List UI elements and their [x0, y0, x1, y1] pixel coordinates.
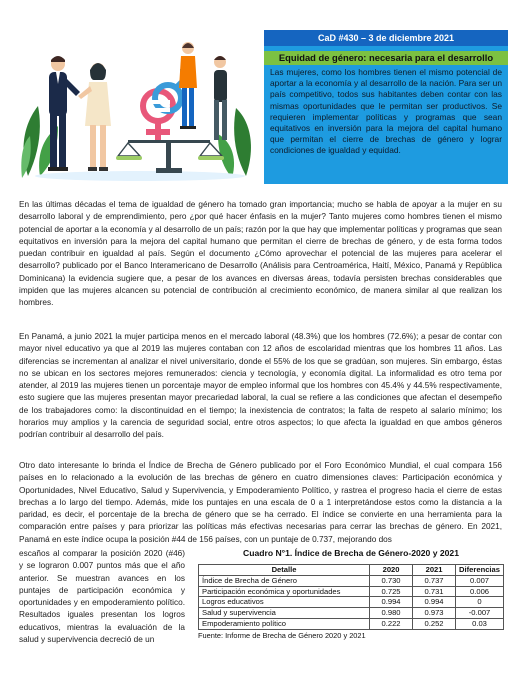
- paragraph-3: Otro dato interesante lo brinda el Índice de Brecha de Género publicado por el Foro Económico Mundial, el cual compara 156 países en lo relacionado a la evolución de las brechas de género en cuatro dimensiones claves: Participación económica y Oportunidades, Nivel Educativo, Salud y Supervivencia, y Empoderamiento Político, y rastrea el progreso hacia el cierre de estas brechas a lo largo del tiempo. Además, mide los puntajes en una escala de 0 a 1 interpretándose estos como la distancia a la paridad, es decir, el porcentaje de la brecha de género que se ha cerrado. El índice se convierte en una herramienta para la comparación entre países y para priorizar las políticas más efectivas necesarias para cerrar las brechas de género. En 2021, Panamá en este índice ocupa la posición #44 de 156 países, con un puntaje de 0.737, mejorando dos: [19, 461, 502, 544]
- table-row: [199, 586, 504, 597]
- cad-label: CaD #430 – 3 de diciembre 2021: [264, 30, 508, 46]
- table-cell: Índice de Brecha de Género: [199, 575, 370, 586]
- table-cell: 0.03: [456, 618, 504, 629]
- article-title: Equidad de género: necesaria para el desarrollo: [264, 51, 508, 65]
- balance-scale-icon: [116, 140, 224, 173]
- woman-standing-icon: [179, 42, 197, 129]
- table-cell: -0.007: [456, 608, 504, 619]
- table-cell: 0.737: [413, 575, 456, 586]
- table-header-row: [199, 565, 504, 576]
- header-box: [264, 30, 508, 184]
- table-source: Fuente: Informe de Brecha de Género 2020 y 2021: [198, 630, 366, 640]
- table-row: [199, 618, 504, 629]
- table-header-cell: Detalle: [199, 565, 370, 576]
- table-title: Cuadro N°1. Índice de Brecha de Género-2020 y 2021: [243, 548, 459, 558]
- table-cell: 0.252: [413, 618, 456, 629]
- table-cell: Empoderamiento político: [199, 618, 370, 629]
- table-cell: 0.730: [370, 575, 413, 586]
- table-cell: 0.731: [413, 586, 456, 597]
- table-cell: 0.980: [370, 608, 413, 619]
- paragraph-4: escaños al comparar la posición 2020 (#46) y se lograron 0.007 puntos más que el año anterior. Se muestran avances en los puntajes de participación económica y oportunidades y en empoderamiento político. Resultados iguales presentan los logros educativos, mientras la evaluación de la salud y supervivencia decreció de un: [19, 549, 185, 645]
- table-cell: 0.973: [413, 608, 456, 619]
- table-cell: 0.007: [456, 575, 504, 586]
- gender-gap-table: [198, 564, 504, 630]
- woman-figure-icon: [78, 63, 111, 171]
- table-row: [199, 608, 504, 619]
- table-cell: 0.994: [413, 597, 456, 608]
- gender-equality-illustration: [18, 26, 262, 184]
- table-cell: Participación económica y oportunidades: [199, 586, 370, 597]
- table-header-cell: 2020: [370, 565, 413, 576]
- table-row: [199, 597, 504, 608]
- table-cell: 0: [456, 597, 504, 608]
- table-cell: 0.725: [370, 586, 413, 597]
- summary-text: Las mujeres, como los hombres tienen el mismo potencial de aportar a la economía y al desarrollo de la nación. Para ser un país competitivo, todos sus habitantes deben contar con las mismas oportunidades que le permitan ser productivos. Se requieren implementar políticas y programas que sean equitativos en inversión para la mejora del capital humano que permitan el cierre de brechas de género y lograr condiciones de igualdad y equidad.: [270, 67, 502, 156]
- man-figure-icon: [48, 56, 80, 171]
- table-cell: 0.994: [370, 597, 413, 608]
- table-header-cell: Diferencias: [456, 565, 504, 576]
- man-sitting-icon: [214, 56, 227, 140]
- table-cell: Salud y supervivencia: [199, 608, 370, 619]
- table-cell: Logros educativos: [199, 597, 370, 608]
- paragraph-1: En las últimas décadas el tema de igualdad de género ha tomado gran importancia; mucho se habla de apoyar a la mujer en su desarrollo laboral y de emprendimiento, pero ¿por qué hacer énfasis en la mujer? Tanto mujeres como hombres tienen el mismo potencial de aportar a la economía y al desarrollo de un país; razón por la que hay que implementar políticas y programas que sean equitativos en inversión para la mejora del capital humano que permitan el cierre de brechas de género, y de esta forma todos puedan contribuir en igualdad al país. Según el documento ¿Cómo aprovechar el potencial de las mujeres para acelerar el desarrollo? publicado por el Banco Interamericano de Desarrollo (Análisis para Centroamérica, Haití, México, Panamá y República Dominicana) la evidencia sugiere que, a pesar de los avances en diversas áreas, todavía persisten brechas considerables que impiden que las mujeres alcancen su potencial de contribución al crecimiento económico, de manera similar al que realizan los hombres.: [19, 200, 502, 308]
- table-cell: 0.006: [456, 586, 504, 597]
- table-cell: 0.222: [370, 618, 413, 629]
- table-header-cell: 2021: [413, 565, 456, 576]
- illustration-svg: [18, 26, 262, 184]
- table-row: [199, 575, 504, 586]
- gender-gap-table-block: [198, 548, 504, 640]
- paragraph-2: En Panamá, a junio 2021 la mujer participa menos en el mercado laboral (48.3%) que los hombres (72.6%); a pesar de contar con mayor nivel educativo ya que al 2019 las mujeres contaban con 12 años de escolaridad mientras que los hombres 11 años. Las diferencias se incrementan al analizar el nivel universitario, donde el 55% de los que se gradúan, son mujeres. Sin embargo, éstas no se ubican en los sectores mejores remunerados: ciencia y tecnología, y economía digital. La informalidad es otro tema por atender, al 2019 las mujeres tienen un porcentaje mayor de empleo informal que los hombres con 45.4% y 44.5% respectivamente, esto sugiere que las mujeres presentan mayor precariedad laboral, la cual se refiere a las condiciones que afectan el desempeño de los trabajadores como: la discontinuidad en el tiempo; la inexistencia de contratos; la falta de respeto al salario mínimo; los horarios muy amplios y la carencia de seguridad social, entre otros aspectos; lo que afecta la igualdad en que ambos géneros podrían contribuir al desarrollo del país.: [19, 332, 502, 440]
